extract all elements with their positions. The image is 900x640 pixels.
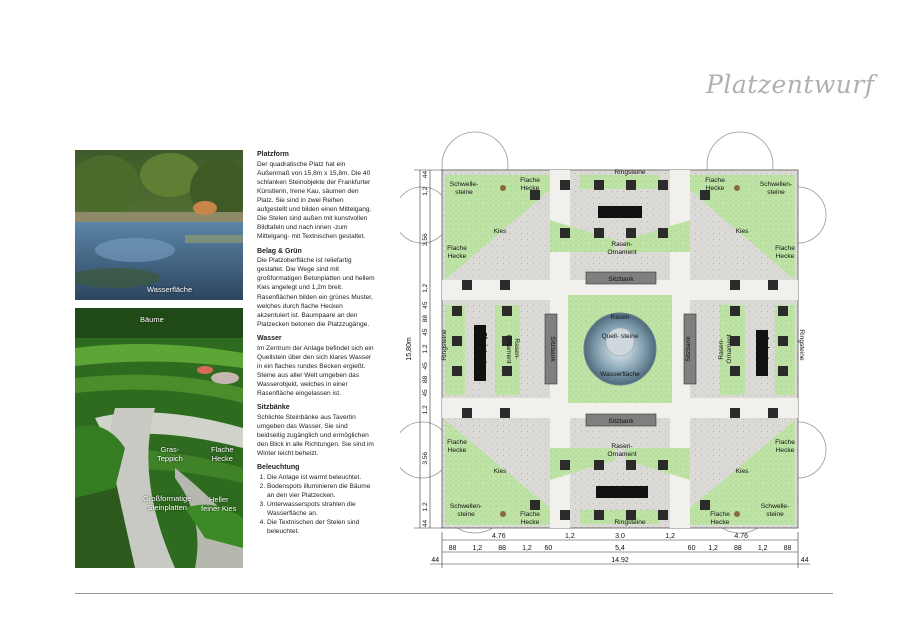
dimension-label: 45 [422,362,429,370]
dim-total-vertical: 15,80m [406,337,413,361]
stele [658,460,668,470]
stele [626,228,636,238]
stele [500,408,510,418]
stele [502,366,512,376]
photo-water-garden [75,150,243,300]
label-line-1: Flache [520,511,540,518]
photo-label-steinplatten: Großformatige Steinplatten [143,494,192,512]
label-line-1: Schwellen- [449,503,483,510]
label-line-2: Hecke [520,519,540,526]
religion-label-judentum: Judentum [762,335,771,371]
label-line-1: Flache [520,177,540,184]
stele [778,336,788,346]
dimension-label: 1,2 [665,533,675,540]
list-item: 4. Die Textnischen der Stelen sind beleuchtet. [267,518,375,536]
stele [626,180,636,190]
section-body-sitzbaenke: Schlichte Steinbänke aus Tavertin umgeben das Wasser. Sie sind beidseitig zugänglich und ermöglichen den Blick in alle Richtungen. Sie sind im Winter leicht beheizt. [257,413,374,458]
tree-trunk [500,185,506,191]
label-kies: Kies [493,228,507,235]
religion-label-islam: Islam [610,208,630,217]
photo-garden-paths [75,308,243,568]
label-line-2: steine [455,189,473,196]
dimension-label: 1,2 [472,545,483,552]
label-line-1: Schwelle- [760,503,790,510]
stele [700,500,710,510]
label-rasen: Rasen [610,314,630,321]
dimension-label: 45 [422,301,429,309]
stele [730,280,740,290]
dimension-label: 1,2 [565,533,575,540]
dimension-label: 88 [498,545,507,552]
dimension-label: 44 [431,557,440,564]
label-flache-hecke [520,511,540,526]
stele [530,500,540,510]
label-flache-hecke [447,245,467,260]
label-flache-hecke [710,511,730,526]
label-quellsteine: Quell- steine [601,333,639,340]
label-ringsteine: Ringsteine [614,169,646,176]
label-line-1: Rasen- [611,443,633,450]
label-line-2: Hecke [710,519,730,526]
label-line-2: Ornament [726,334,733,364]
footer-divider [75,593,833,594]
label-line-1: Flache [710,511,730,518]
stele [462,280,472,290]
label-sitzbank: Sitzbank [549,336,556,362]
label-ringsteine: Ringsteine [441,329,448,361]
beleuchtung-list [257,473,375,537]
label-line-1: Flache [775,245,795,252]
stele [560,460,570,470]
dimension-label: 1.2 [422,502,429,512]
stele [730,408,740,418]
dimension-label: 60 [687,545,696,552]
dimension-label: 88 [422,315,429,323]
stele [560,510,570,520]
stele [768,408,778,418]
dimension-label: 1,2 [422,186,429,196]
dimension-label: 45 [422,328,429,336]
section-heading-sitzbaenke: Sitzbänke [257,404,290,412]
photo-label-baeume: Bäume [140,315,164,324]
label-line-1: Rasen- [513,338,520,360]
stele [658,180,668,190]
label-line-1: Schwellen- [759,181,793,188]
dimension-top-labels [492,533,748,540]
label-flache-hecke [775,245,795,260]
label-rasen-ornament [607,241,636,256]
section-heading-platzform: Platzform [257,151,289,158]
label-line-2: steine [457,511,475,518]
photo-water-garden-image [75,150,243,300]
dimension-bottom-labels [431,557,808,564]
dimension-label: 88 [448,545,457,552]
label-line-1: Rasen- [611,241,633,248]
label-kies: Kies [735,228,749,235]
description-column [257,150,375,537]
dimension-label: 14.92 [611,557,629,564]
stele [658,510,668,520]
lawn-strip [580,175,660,189]
label-ringsteine: Ringsteine [614,519,646,526]
stele [626,460,636,470]
label-line-2: steine [766,511,784,518]
dimension-label: 1,2 [522,545,532,552]
photo-label-flache-hecke: Flache Hecke [211,445,234,463]
stele [594,460,604,470]
label-line-2: Hecke [705,185,725,192]
dimension-label: 1.2 [422,344,429,354]
list-item: 1. Die Anlage ist warmt beleuchtet. [267,473,375,482]
label-flache-hecke [520,177,540,192]
stele [658,228,668,238]
photo-label-wasserflaeche: Wasserfläche [147,285,193,294]
stele [730,366,740,376]
stele [502,306,512,316]
dimension-label: 1,2 [708,545,718,552]
photo-label-gras-teppich: Gras- Teppich [157,445,183,463]
stele [730,306,740,316]
site-plan [400,130,840,580]
label-line-2: Ornament [505,334,512,364]
religion-label-buddismus: Buddismus [602,488,642,497]
section-heading-belag: Belag & Grün [257,247,302,255]
stele [594,228,604,238]
lawn-strip [775,305,795,395]
section-body-belag: Die Platzoberfläche ist reliefartig gestaltet. Die Wege sind mit großformatigen Betonplatten und hellem Kies angelegt und 1,2m breit. Rasenflächen bilden ein grünes Muster, welches durch flache Hecken akzentuiert ist. Baumpaare an den Platzecken betonen die Platzzugänge. [257,257,375,328]
dimension-label: 3.0 [615,533,625,540]
label-kies: Kies [493,468,507,475]
label-line-2: Ornament [607,451,637,458]
photo-label-kies: Heller feiner Kies [201,495,237,513]
section-body-wasser: Im Zentrum der Anlage befindet sich ein Quellstein über den sich klares Wasser in ein flaches rundes Becken ergießt. Steine aus aller Welt umgeben das Wasserobjekt, welches in einer Rasenfläche eingelassen ist. [257,344,374,398]
stele [594,510,604,520]
section-body-platzform: Der quadratische Platz hat ein Außenmaß von 15,8m x 15,8m. Die 40 schlanken Steinobjekte der Frankfurter Künstlerin, Irene Kau, säumen den Platz. Sie sind in zwei Reihen aufgestellt und bilden einen Mittelgang. Die Stelen sind außen mit kunstvollen Bildtafeln und nach innen -zum Mittelgang- mit Textnischen gestaltet. [257,160,372,241]
label-sitzbank: Sitzbank [685,336,692,362]
label-flache-hecke [775,439,795,454]
label-wasserflaeche: Wasserfläche [600,371,640,378]
dimension-label: 44 [422,170,429,179]
stele [462,408,472,418]
list-item: 2. Bodenspots illuminieren die Bäume an den vier Platzecken. [267,482,375,500]
stele [560,180,570,190]
dimension-mid-labels [449,545,792,552]
dimension-label: 45 [422,389,429,397]
dimension-vertical-labels [422,170,429,527]
dimension-label: 1,2 [757,545,768,552]
stele [452,366,462,376]
dimension-label: 4.76 [734,533,749,540]
label-line-1: Schwelle- [449,181,479,188]
label-line-2: Hecke [775,447,795,454]
dimension-label: 4.76 [491,533,506,540]
stele [768,280,778,290]
dimension-label: 88 [733,545,742,552]
dimension-label: 3.56 [422,451,429,465]
dimension-label: 44 [422,519,429,528]
label-line-2: Hecke [520,185,540,192]
dimension-label: 3.56 [422,233,429,247]
photo-garden-paths-image [75,308,243,568]
list-item: 3. Unterwasserspots strahlen die Wasserfläche an. [267,500,375,518]
tree-trunk [734,511,740,517]
religion-label-christentum: Christentum [480,331,489,375]
section-heading-wasser: Wasser [257,334,282,342]
lawn-strip [445,305,465,395]
dimension-label: 1.2 [422,405,429,415]
label-sitzbank: Sitzbank [608,276,634,283]
stele [452,306,462,316]
label-line-2: Hecke [775,253,795,260]
label-flache-hecke [447,439,467,454]
dimension-label: 60 [544,545,553,552]
page-title: Platzentwurf [706,70,875,99]
dimension-label: 44 [800,557,809,564]
label-rasen-ornament [718,334,733,363]
label-flache-hecke [705,177,725,192]
dimension-label: 1,2 [422,283,429,293]
label-line-2: Ornament [607,249,637,256]
stele [560,228,570,238]
label-rasen-ornament [505,334,520,363]
label-line-1: Flache [447,439,467,446]
tree-trunk [500,511,506,517]
stele [452,336,462,346]
label-kies: Kies [735,468,749,475]
dimension-label: 88 [783,545,792,552]
label-line-1: Flache [447,245,467,252]
label-rasen-ornament [607,443,636,458]
dimension-label: 5,4 [615,545,625,552]
stele [500,280,510,290]
stele [594,180,604,190]
label-line-1: Rasen- [718,338,725,360]
section-heading-beleuchtung: Beleuchtung [257,464,300,472]
label-ringsteine: Ringsteine [798,329,805,361]
label-line-2: Hecke [447,447,467,454]
stele [778,366,788,376]
dimension-label: 88 [422,375,429,383]
label-line-2: steine [767,189,785,196]
label-line-1: Flache [775,439,795,446]
stele [778,306,788,316]
label-sitzbank: Sitzbank [608,418,634,425]
label-line-1: Flache [705,177,725,184]
label-line-2: Hecke [447,253,467,260]
tree-trunk [734,185,740,191]
